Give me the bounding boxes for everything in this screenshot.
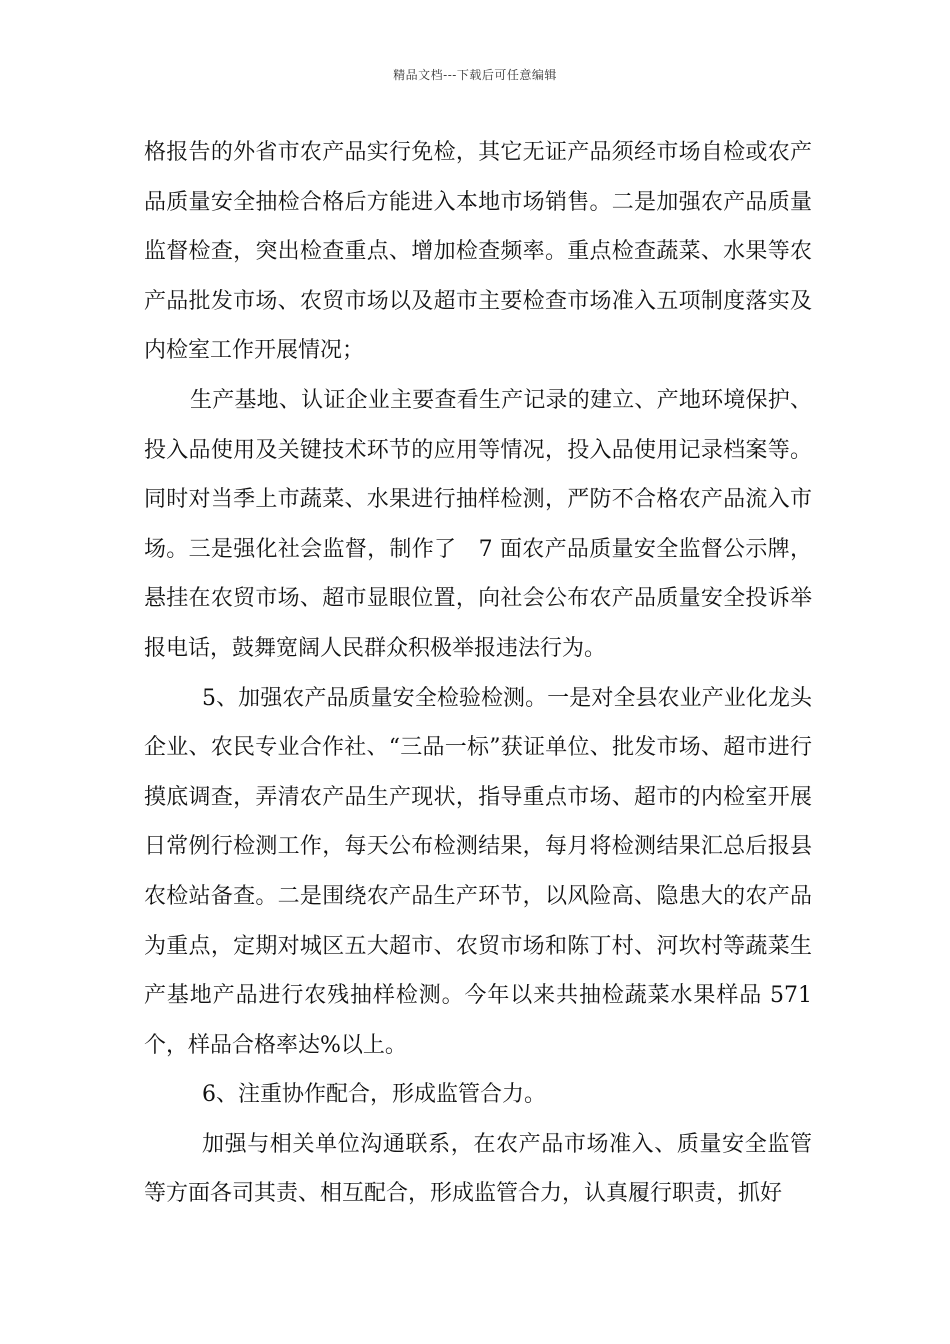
paragraph-cooperation-heading: 6、注重协作配合，形成监管合力。: [202, 1082, 546, 1108]
paragraph-production-base-inspection: 生产基地、认证企业主要查看生产记录的建立、产地环境保护、投入品使用及关键技术环节的应用等情况，投入品使用记录档案等。同时对当季上市蔬菜、水果进行抽样检测，严防不合格农产品流入市场。三是强化社会监督，制作了 7 面农产品质量安全监督公示牌，悬挂在农贸市场、超市显眼位置，向社会公布农产品质量安全投诉举报电话，鼓舞宽阔人民群众积极举报违法行为。: [144, 387, 812, 661]
paragraph-market-access-continuation: 格报告的外省市农产品实行免检，其它无证产品须经市场自检或农产品质量安全抽检合格后方能进入本地市场销售。二是加强农产品质量监督检查，突出检查重点、增加检查频率。重点检查蔬菜、水果等农产品批发市场、农贸市场以及超市主要检查市场准入五项制度落实及内检室工作开展情况；: [144, 140, 812, 364]
paragraph-cooperation-detail: 加强与相关单位沟通联系，在农产品市场准入、质量安全监管等方面各司其责、相互配合，形成监管合力，认真履行职责，抓好: [144, 1131, 812, 1207]
document-body: [144, 128, 812, 1219]
page-header: 精品文档---下载后可任意编辑: [393, 68, 557, 82]
paragraph-quality-testing: 5、加强农产品质量安全检验检测。一是对全县农业产业化龙头企业、农民专业合作社、“三品一标”获证单位、批发市场、超市进行摸底调查，弄清农产品生产现状，指导重点市场、超市的内检室开展日常例行检测工作，每天公布检测结果，每月将检测结果汇总后报县农检站备查。二是围绕农产品生产环节，以风险高、隐患大的农产品为重点，定期对城区五大超市、农贸市场和陈丁村、河坎村等蔬菜生产基地产品进行农残抽样检测。今年以来共抽检蔬菜水果样品 571 个，样品合格率达%以上。: [144, 685, 812, 1058]
